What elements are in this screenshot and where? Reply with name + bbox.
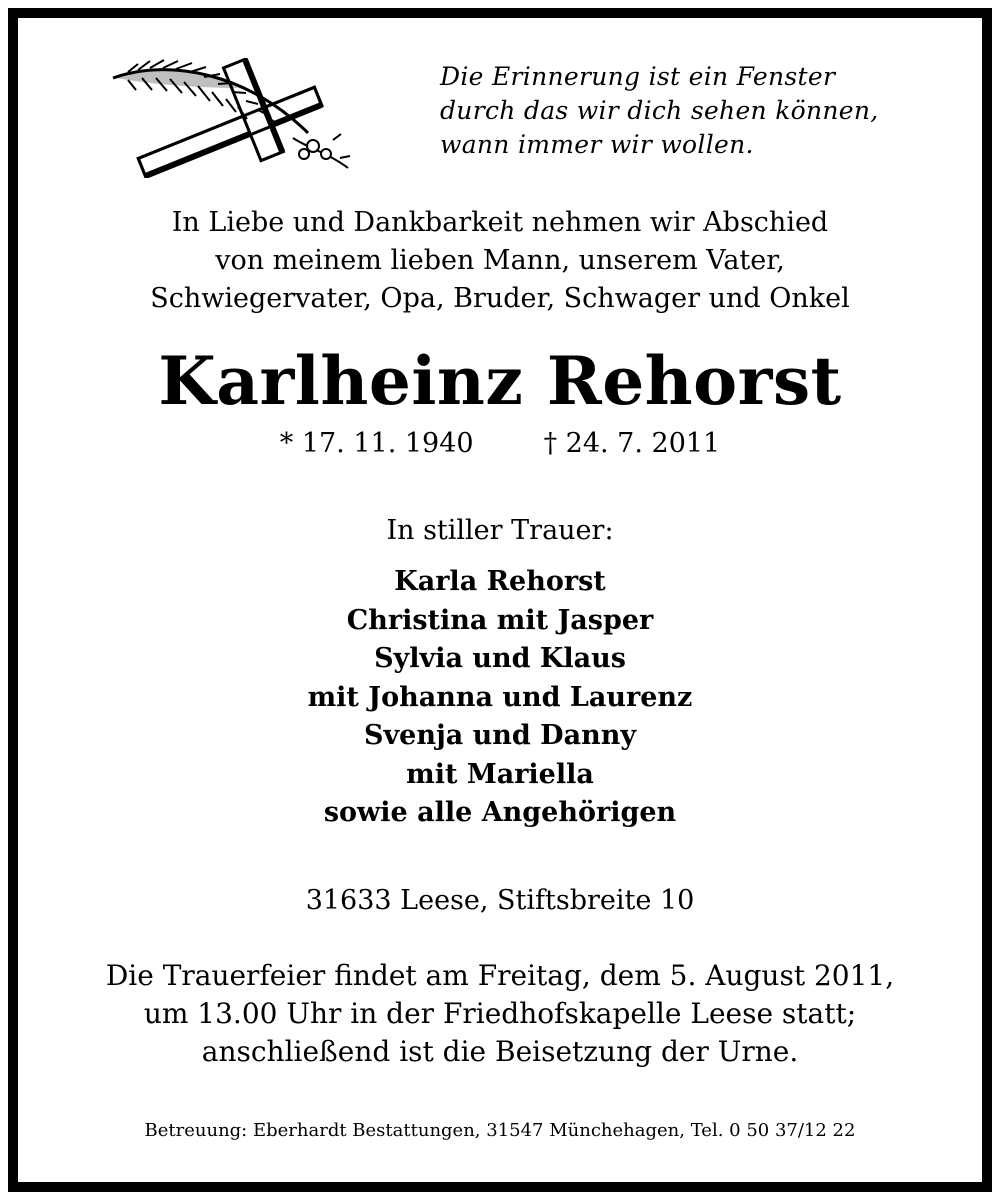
intro-line: Schwiegervater, Opa, Bruder, Schwager und Onkel [150, 283, 850, 314]
farewell-intro [0, 204, 1000, 318]
cross-with-palm-frond-icon [108, 58, 358, 178]
family-address: 31633 Leese, Stiftsbreite 10 [305, 885, 695, 916]
death-date: † 24. 7. 2011 [543, 428, 721, 459]
intro-line: In Liebe und Dankbarkeit nehmen wir Abschied [171, 207, 829, 238]
mourners-heading: In stiller Trauer: [386, 515, 614, 546]
mourner-name: mit Johanna und Laurenz [307, 681, 693, 713]
mourners-list [0, 563, 1000, 833]
deceased-name: Karlheinz Rehorst [158, 342, 842, 420]
life-dates [0, 426, 1000, 462]
ceremony-line: Die Trauerfeier findet am Freitag, dem 5. August 2011, [105, 959, 895, 992]
quote-line: Die Erinnerung ist ein Fenster [440, 62, 836, 91]
mourner-name: sowie alle Angehörigen [323, 797, 677, 828]
quote-line: wann immer wir wollen. [440, 130, 754, 159]
mourner-name: mit Mariella [406, 758, 594, 790]
funeral-ceremony-info [0, 957, 1000, 1071]
quote-line: durch das wir dich sehen können, [440, 96, 879, 125]
birth-date: * 17. 11. 1940 [279, 428, 474, 459]
ceremony-line: um 13.00 Uhr in der Friedhofskapelle Leese statt; [143, 997, 857, 1030]
mourner-name: Christina mit Jasper [346, 604, 654, 636]
ceremony-line: anschließend ist die Beisetzung der Urne. [201, 1035, 799, 1068]
memorial-quote [440, 60, 960, 162]
mourner-name: Sylvia und Klaus [374, 643, 626, 674]
mourner-name: Svenja und Danny [363, 720, 637, 751]
funeral-home-credit: Betreuung: Eberhardt Bestattungen, 31547 Münchehagen, Tel. 0 50 37/12 22 [144, 1120, 856, 1141]
intro-line: von meinem lieben Mann, unserem Vater, [215, 245, 785, 276]
mourner-name: Karla Rehorst [394, 566, 606, 597]
